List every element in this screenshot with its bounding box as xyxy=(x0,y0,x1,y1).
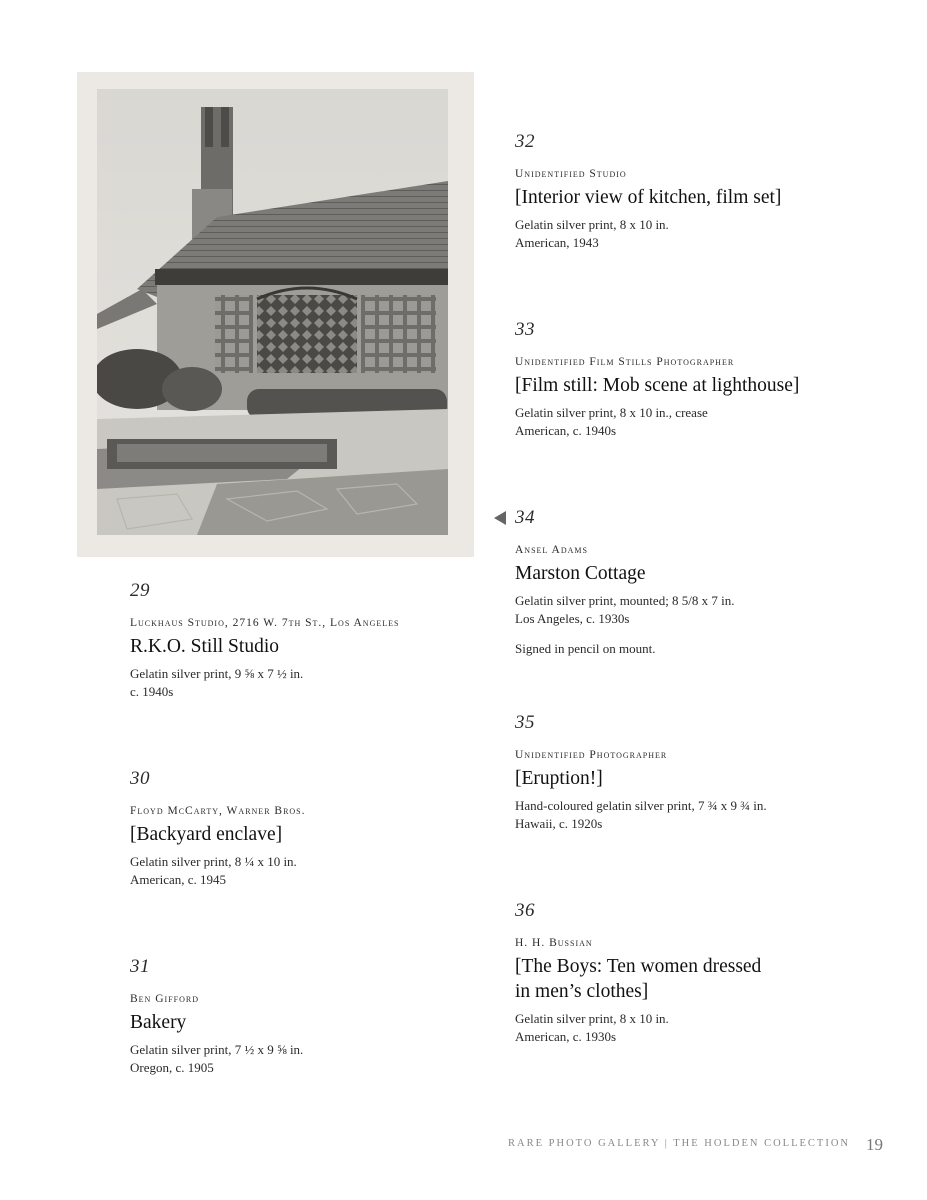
origin-date-line: American, 1943 xyxy=(515,235,599,250)
page-number: 19 xyxy=(866,1135,883,1154)
lot-number: 31 xyxy=(130,956,150,977)
work-title: Bakery xyxy=(130,1012,187,1033)
medium-line: Gelatin silver print, 8 x 10 in. xyxy=(515,1011,669,1026)
work-title-line-2: in men’s clothes] xyxy=(515,981,649,1002)
work-title: [Interior view of kitchen, film set] xyxy=(515,187,782,208)
lot-number: 36 xyxy=(515,900,535,921)
lot-number: 32 xyxy=(515,131,535,152)
medium-line: Gelatin silver print, 8 x 10 in. xyxy=(515,217,669,232)
lot-number: 33 xyxy=(515,319,535,340)
lot-number: 29 xyxy=(130,580,150,601)
origin-date-line: Hawaii, c. 1920s xyxy=(515,816,603,831)
origin-date-line: American, c. 1930s xyxy=(515,1029,617,1044)
left-pointing-triangle-icon xyxy=(494,511,506,525)
running-footer: RARE PHOTO GALLERY | THE HOLDEN COLLECTION xyxy=(508,1138,850,1149)
work-title-line-1: [The Boys: Ten women dressed xyxy=(515,956,762,977)
catalog-entry-33 xyxy=(515,319,885,440)
medium-line: Gelatin silver print, 8 x 10 in., crease xyxy=(515,405,708,420)
lot-number: 35 xyxy=(515,712,535,733)
medium-line: Gelatin silver print, 8 ¼ x 10 in. xyxy=(130,854,297,869)
catalog-entry-35 xyxy=(515,712,885,833)
catalog-entry-31 xyxy=(130,956,500,1077)
catalog-entry-32 xyxy=(515,131,885,252)
work-title: [Eruption!] xyxy=(515,768,603,789)
photographer: Luckhaus Studio, 2716 W. 7th St., Los Angeles xyxy=(130,617,400,629)
photographer: Unidentified Studio xyxy=(515,168,627,180)
photographer: Ansel Adams xyxy=(515,544,588,556)
photographer: Ben Gifford xyxy=(130,993,199,1005)
photographer: Unidentified Film Stills Photographer xyxy=(515,356,735,368)
medium-line: Gelatin silver print, 7 ½ x 9 ⅝ in. xyxy=(130,1042,304,1057)
catalog-entry-34 xyxy=(515,507,885,658)
work-title: [Film still: Mob scene at lighthouse] xyxy=(515,375,800,396)
work-title: R.K.O. Still Studio xyxy=(130,636,279,657)
origin-date-line: c. 1940s xyxy=(130,684,174,699)
medium-line: Gelatin silver print, mounted; 8 5/8 x 7 in. xyxy=(515,593,735,608)
condition-note: Signed in pencil on mount. xyxy=(515,641,656,656)
work-title: Marston Cottage xyxy=(515,563,646,584)
photo-mount xyxy=(77,72,474,557)
origin-date-line: Los Angeles, c. 1930s xyxy=(515,611,630,626)
photographer: H. H. Bussian xyxy=(515,937,593,949)
cottage-photo-image xyxy=(97,89,448,535)
photographer: Floyd McCarty, Warner Bros. xyxy=(130,805,306,817)
lot-number: 34 xyxy=(515,507,535,528)
lot-number: 30 xyxy=(130,768,150,789)
catalog-entry-30 xyxy=(130,768,500,889)
catalog-entry-36 xyxy=(515,900,885,1046)
catalog-entry-29 xyxy=(130,580,500,701)
work-title: [Backyard enclave] xyxy=(130,824,283,845)
origin-date-line: American, c. 1940s xyxy=(515,423,617,438)
origin-date-line: Oregon, c. 1905 xyxy=(130,1060,214,1075)
origin-date-line: American, c. 1945 xyxy=(130,872,227,887)
medium-line: Gelatin silver print, 9 ⅝ x 7 ½ in. xyxy=(130,666,304,681)
medium-line: Hand-coloured gelatin silver print, 7 ¾ x 9 ¾ in. xyxy=(515,798,767,813)
photographer: Unidentified Photographer xyxy=(515,749,668,761)
cottage-photograph xyxy=(97,89,448,535)
